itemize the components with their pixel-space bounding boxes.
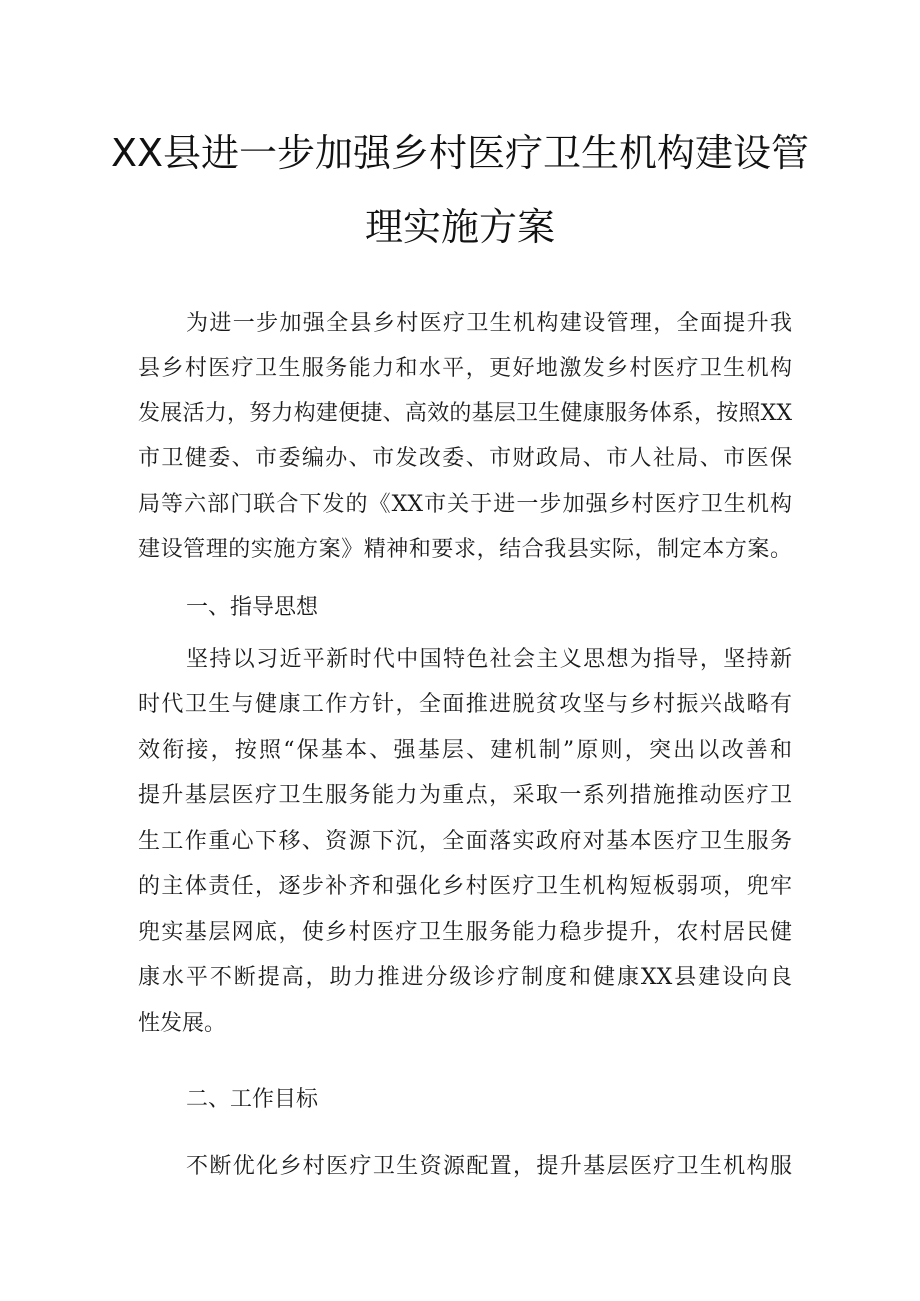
section-heading-1: 一、指导思想 xyxy=(186,595,319,620)
paragraph-2-line: 提升基层医疗卫生服务能力为重点，采取一系列措施推动医疗卫 xyxy=(138,783,792,808)
paragraph-2-line: 生工作重心下移、资源下沉，全面落实政府对基本医疗卫生服务 xyxy=(138,829,792,854)
paragraph-2-line: 康水平不断提高，助力推进分级诊疗制度和健康XX县建设向良 xyxy=(138,965,792,990)
paragraph-2-line: 效衔接，按照“保基本、强基层、建机制”原则，突出以改善和 xyxy=(138,738,792,763)
paragraph-1-line: 市卫健委、市委编办、市发改委、市财政局、市人社局、市医保 xyxy=(138,446,792,471)
paragraph-1-line: 发展活力，努力构建便捷、高效的基层卫生健康服务体系，按照XX xyxy=(138,401,792,426)
paragraph-2-line: 坚持以习近平新时代中国特色社会主义思想为指导，坚持新 xyxy=(186,647,792,672)
paragraph-2-line: 的主体责任，逐步补齐和强化乡村医疗卫生机构短板弱项，兜牢 xyxy=(138,874,792,899)
paragraph-1-line: 建设管理的实施方案》精神和要求，结合我县实际，制定本方案。 xyxy=(138,537,792,562)
paragraph-2-line: 性发展。 xyxy=(138,1011,227,1036)
paragraph-1-line: 局等六部门联合下发的《XX市关于进一步加强乡村医疗卫生机构 xyxy=(138,492,792,517)
paragraph-1-line: 县乡村医疗卫生服务能力和水平，更好地激发乡村医疗卫生机构 xyxy=(138,356,792,381)
document-title-line-1: XX县进一步加强乡村医疗卫生机构建设管 xyxy=(110,131,810,175)
paragraph-3-line: 不断优化乡村医疗卫生资源配置，提升基层医疗卫生机构服 xyxy=(186,1154,792,1179)
paragraph-2-line: 兜实基层网底，使乡村医疗卫生服务能力稳步提升，农村居民健 xyxy=(138,920,792,945)
paragraph-1-line: 为进一步加强全县乡村医疗卫生机构建设管理，全面提升我 xyxy=(186,311,792,336)
section-heading-2: 二、工作目标 xyxy=(186,1087,319,1112)
paragraph-2-line: 时代卫生与健康工作方针，全面推进脱贫攻坚与乡村振兴战略有 xyxy=(138,692,792,717)
document-title-line-2: 理实施方案 xyxy=(364,205,555,249)
